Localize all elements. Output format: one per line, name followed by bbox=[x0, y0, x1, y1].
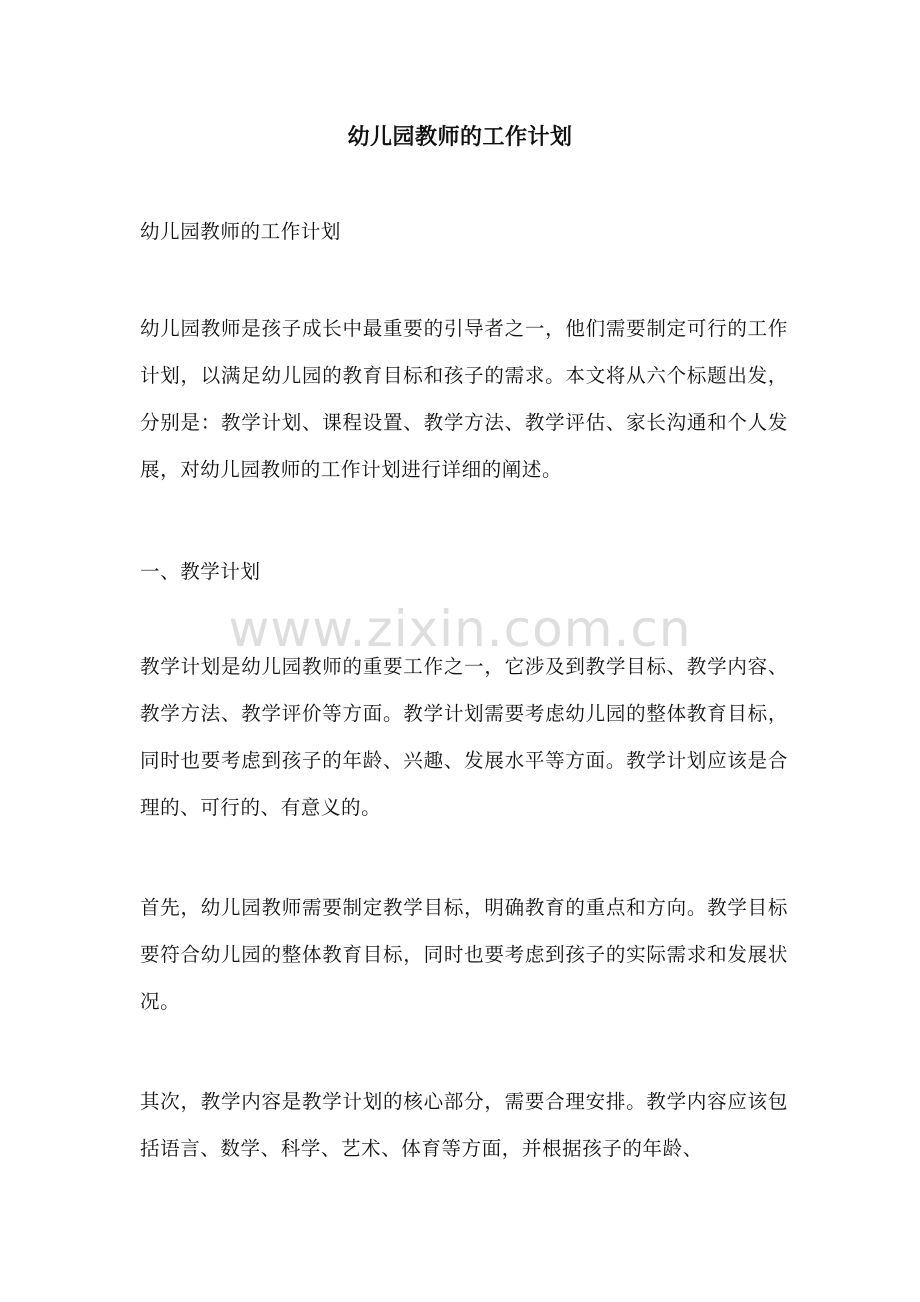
document-subtitle: 幼儿园教师的工作计划 bbox=[140, 220, 342, 243]
watermark: www.zixin.com.cn bbox=[228, 600, 692, 658]
section-paragraph: 其次，教学内容是教学计划的核心部分，需要合理安排。教学内容应该包括语言、数学、科学、艺术、体育等方面，并根据孩子的年龄、 bbox=[140, 1090, 788, 1160]
section-paragraph: 教学计划是幼儿园教师的重要工作之一，它涉及到教学目标、教学内容、教学方法、教学评价等方面。教学计划需要考虑幼儿园的整体教育目标，同时也要考虑到孩子的年龄、兴趣、发展水平等方面。教学计划应该是合理的、可行的、有意义的。 bbox=[140, 655, 788, 819]
intro-paragraph: 幼儿园教师是孩子成长中最重要的引导者之一，他们需要制定可行的工作计划，以满足幼儿园的教育目标和孩子的需求。本文将从六个标题出发，分别是：教学计划、课程设置、教学方法、教学评估、家长沟通和个人发展，对幼儿园教师的工作计划进行详细的阐述。 bbox=[140, 317, 788, 481]
section-paragraph: 首先，幼儿园教师需要制定教学目标，明确教育的重点和方向。教学目标要符合幼儿园的整体教育目标，同时也要考虑到孩子的实际需求和发展状况。 bbox=[140, 896, 788, 1013]
document-title: 幼儿园教师的工作计划 bbox=[347, 124, 573, 150]
section-heading: 一、教学计划 bbox=[140, 560, 261, 583]
